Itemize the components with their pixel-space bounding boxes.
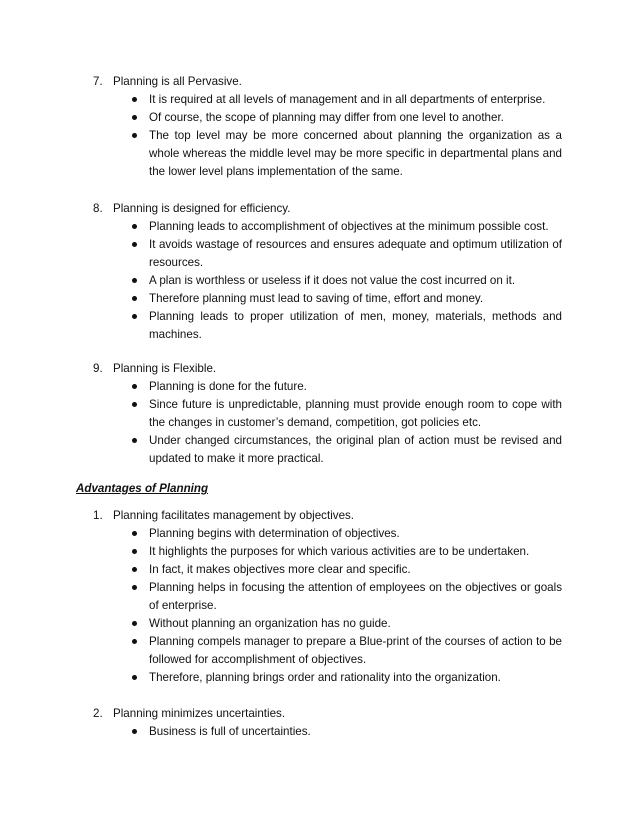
bullet-icon xyxy=(132,402,137,407)
list-item: Planning leads to proper utilization of men, money, materials, methods and machines. xyxy=(0,308,562,344)
item-number: 9. xyxy=(93,362,103,375)
bullet-icon xyxy=(132,384,137,389)
bullet-icon xyxy=(132,133,137,138)
bullet-list xyxy=(0,525,638,687)
numbered-item-8 xyxy=(0,200,638,344)
list-item: Of course, the scope of planning may differ from one level to another. xyxy=(0,109,562,127)
bullet-icon xyxy=(132,729,137,734)
item-title: Planning minimizes uncertainties. xyxy=(113,707,286,720)
bullet-list xyxy=(0,218,638,344)
list-item: Planning leads to accomplishment of objectives at the minimum possible cost. xyxy=(0,218,562,236)
bullet-icon xyxy=(132,242,137,247)
numbered-item-2 xyxy=(0,705,638,741)
list-item: Planning compels manager to prepare a Blue-print of the courses of action to be followed for accomplishment of objectives. xyxy=(0,633,562,669)
list-item: It highlights the purposes for which various activities are to be undertaken. xyxy=(0,543,562,561)
list-item: Since future is unpredictable, planning must provide enough room to cope with the changes in customer’s demand, competition, got policies etc. xyxy=(0,396,562,432)
bullet-icon xyxy=(132,224,137,229)
list-item: It is required at all levels of management and in all departments of enterprise. xyxy=(0,91,562,109)
bullet-icon xyxy=(132,549,137,554)
list-item: A plan is worthless or useless if it does not value the cost incurred on it. xyxy=(0,272,562,290)
bullet-list xyxy=(0,378,638,468)
bullet-icon xyxy=(132,531,137,536)
list-item: Planning is done for the future. xyxy=(0,378,562,396)
list-item: Business is full of uncertainties. xyxy=(0,723,562,741)
item-number: 8. xyxy=(93,202,103,215)
list-item: Therefore planning must lead to saving of time, effort and money. xyxy=(0,290,562,308)
bullet-icon xyxy=(132,639,137,644)
list-item: It avoids wastage of resources and ensures adequate and optimum utilization of resources. xyxy=(0,236,562,272)
bullet-icon xyxy=(132,314,137,319)
numbered-item-1 xyxy=(0,507,638,687)
bullet-icon xyxy=(132,115,137,120)
bullet-icon xyxy=(132,296,137,301)
bullet-icon xyxy=(132,621,137,626)
item-title: Planning is Flexible. xyxy=(113,362,217,375)
bullet-icon xyxy=(132,585,137,590)
list-item: Planning begins with determination of objectives. xyxy=(0,525,562,543)
bullet-list xyxy=(0,723,638,741)
item-number: 1. xyxy=(93,509,103,522)
list-item: Under changed circumstances, the original plan of action must be revised and updated to make it more practical. xyxy=(0,432,562,468)
bullet-icon xyxy=(132,567,137,572)
item-title: Planning is all Pervasive. xyxy=(113,75,242,88)
list-item: The top level may be more concerned about planning the organization as a whole whereas the middle level may be more specific in departmental plans and the lower level plans implementation of the same. xyxy=(0,127,562,181)
bullet-icon xyxy=(132,97,137,102)
item-number: 2. xyxy=(93,707,103,720)
numbered-item-7 xyxy=(0,73,638,181)
numbered-item-9 xyxy=(0,360,638,468)
list-item: Without planning an organization has no guide. xyxy=(0,615,562,633)
list-item: Planning helps in focusing the attention of employees on the objectives or goals of enterprise. xyxy=(0,579,562,615)
bullet-icon xyxy=(132,278,137,283)
item-title: Planning is designed for efficiency. xyxy=(113,202,291,215)
item-number: 7. xyxy=(93,75,103,88)
list-item: Therefore, planning brings order and rationality into the organization. xyxy=(0,669,562,687)
bullet-icon xyxy=(132,675,137,680)
item-title: Planning facilitates management by objectives. xyxy=(113,509,355,522)
bullet-icon xyxy=(132,438,137,443)
section-heading: Advantages of Planning xyxy=(76,482,209,495)
list-item: In fact, it makes objectives more clear and specific. xyxy=(0,561,562,579)
bullet-list xyxy=(0,91,638,181)
